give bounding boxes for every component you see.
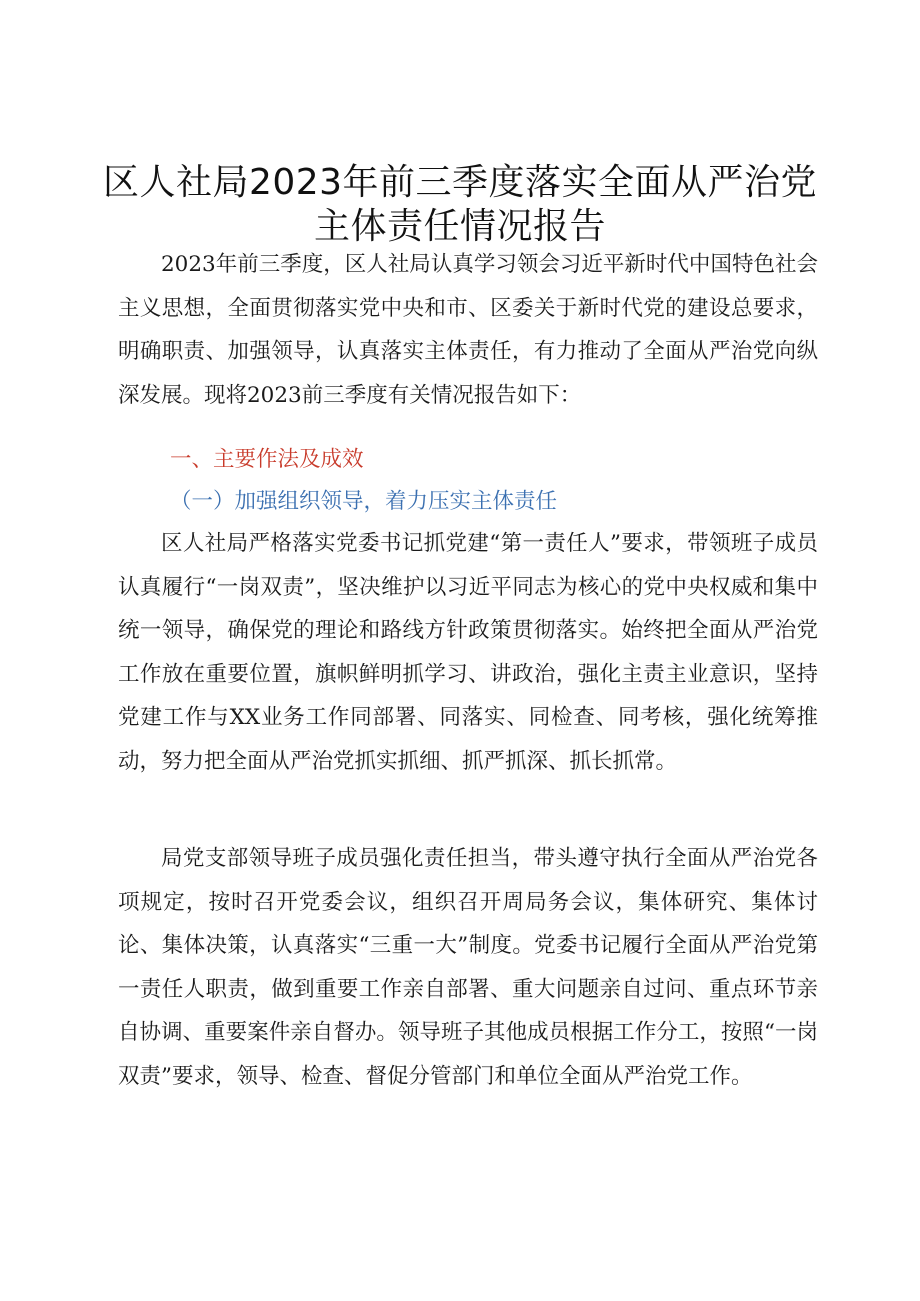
body-paragraph-1: 区人社局严格落实党委书记抓党建“第一责任人”要求，带领班子成员认真履行“一岗双责”，坚决维护以习近平同志为核心的党中央权威和集中统一领导，确保党的理论和路线方针政策贯彻落实。始终把全面从严治党工作放在重要位置，旗帜鲜明抓学习、讲政治，强化主责主业意识，坚持党建工作与XX业务工作同部署、同落实、同检查、同考核，强化统筹推动，努力把全面从严治党抓实抓细、抓严抓深、抓长抓常。 xyxy=(118,531,818,774)
body-paragraph-2: 局党支部领导班子成员强化责任担当，带头遵守执行全面从严治党各项规定，按时召开党委会议，组织召开周局务会议，集体研究、集体讨论、集体决策，认真落实“三重一大”制度。党委书记履行全面从严治党第一责任人职责，做到重要工作亲自部署、重大问题亲自过问、重点环节亲自协调、重要案件亲自督办。领导班子其他成员根据工作分工，按照“一岗双责”要求，领导、检查、督促分管部门和单位全面从严治党工作。 xyxy=(118,846,818,1089)
subsection-heading-1: （一）加强组织领导，着力压实主体责任 xyxy=(170,489,558,514)
document-title-line-1: 区人社局2023年前三季度落实全面从严治党 xyxy=(102,162,818,203)
section-heading-1: 一、主要作法及成效 xyxy=(170,447,364,472)
intro-paragraph: 2023年前三季度，区人社局认真学习领会习近平新时代中国特色社会主义思想，全面贯彻落实党中央和市、区委关于新时代党的建设总要求，明确职责、加强领导，认真落实主体责任，有力推动了全面从严治党向纵深发展。现将2023前三季度有关情况报告如下： xyxy=(118,252,818,408)
document-title-line-2: 主体责任情况报告 xyxy=(313,206,606,247)
